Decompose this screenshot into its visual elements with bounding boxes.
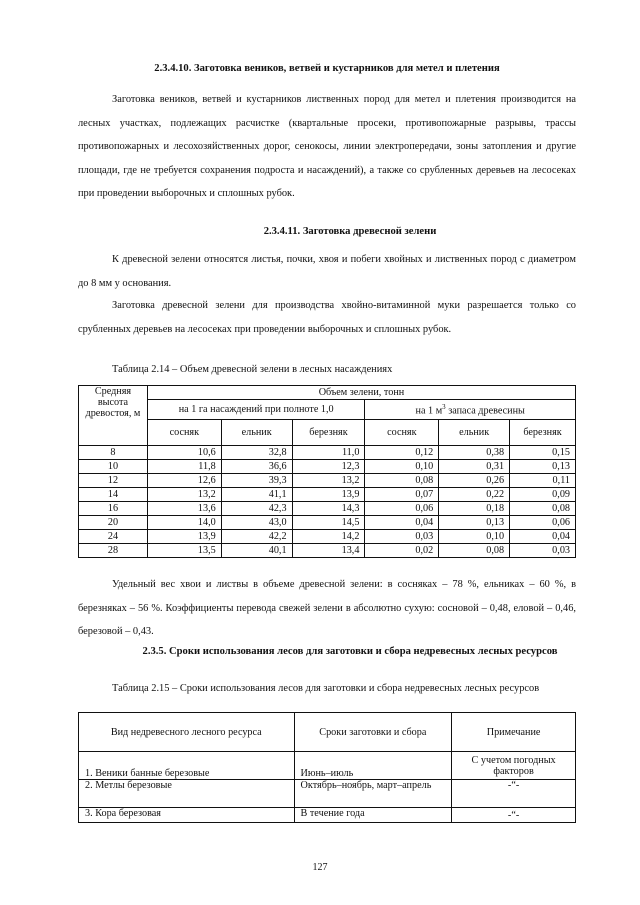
volume-cell: 39,3: [221, 474, 292, 488]
header-resource-type: Вид недревесного лесного ресурса: [79, 713, 295, 752]
header-stock-text: запаса древесины: [445, 405, 525, 417]
volume-cell: 13,6: [147, 502, 221, 516]
volume-cell: 0,04: [365, 516, 439, 530]
volume-cell: 0,18: [439, 502, 510, 516]
volume-cell: 42,3: [221, 502, 292, 516]
volume-cell: 14,2: [292, 530, 365, 544]
term-cell: Октябрь–ноябрь, март–апрель: [294, 780, 452, 808]
header-per-cubic-meter-text: на 1 м: [415, 405, 443, 417]
volume-cell: 13,9: [292, 488, 365, 502]
volume-cell: 0,22: [439, 488, 510, 502]
table-row: [79, 488, 576, 502]
volume-cell: 43,0: [221, 516, 292, 530]
volume-cell: 12,6: [147, 474, 221, 488]
volume-cell: 0,11: [510, 474, 576, 488]
header-per-hectare: на 1 га насаждений при полноте 1,0: [147, 400, 365, 420]
header-note: Примечание: [452, 713, 576, 752]
note-cell: -“-: [452, 780, 576, 808]
species-header: ельник: [221, 420, 292, 446]
term-cell: В течение года: [294, 808, 452, 823]
resource-cell: 2. Метлы березовые: [79, 780, 295, 808]
table-2-14-caption: Таблица 2.14 – Объем древесной зелени в лесных насаждениях: [112, 364, 393, 375]
table-row: [79, 502, 576, 516]
volume-cell: 0,31: [439, 460, 510, 474]
species-header: березняк: [292, 420, 365, 446]
table-row: [79, 474, 576, 488]
volume-cell: 13,9: [147, 530, 221, 544]
paragraph-needle-share: Удельный вес хвои и листвы в объеме древесной зелени: в сосняках – 78 %, ельниках – 60 %, в березняках – 56 %. Коэффициенты перевода свежей зелени в абсолютно сухую: сосновой – 0,48, еловой – 0,46, березовой – 0,43.: [78, 579, 576, 638]
height-cell: 8: [79, 446, 148, 460]
volume-cell: 11,8: [147, 460, 221, 474]
volume-cell: 0,06: [510, 516, 576, 530]
section-heading-brooms: 2.3.4.10. Заготовка веников, ветвей и кустарников для метел и плетения: [154, 63, 500, 74]
volume-cell: 14,3: [292, 502, 365, 516]
section-heading-nontimber: 2.3.5. Сроки использования лесов для заготовки и сбора недревесных лесных ресурсов: [142, 646, 558, 657]
header-average-height: Средняя высота древостоя, м: [79, 386, 148, 446]
header-harvest-terms: Сроки заготовки и сбора: [294, 713, 452, 752]
volume-cell: 0,07: [365, 488, 439, 502]
table-row: [79, 530, 576, 544]
volume-cell: 11,0: [292, 446, 365, 460]
volume-cell: 13,4: [292, 544, 365, 558]
volume-cell: 0,06: [365, 502, 439, 516]
volume-cell: 14,0: [147, 516, 221, 530]
header-per-cubic-meter: [365, 400, 576, 420]
volume-cell: 13,2: [147, 488, 221, 502]
paragraph-greenery-harvest: Заготовка древесной зелени для производства хвойно-витаминной муки разрешается только со срубленных деревьев на лесосеках при проведении выборочных и сплошных рубок.: [78, 300, 576, 335]
volume-cell: 32,8: [221, 446, 292, 460]
volume-cell: 0,08: [439, 544, 510, 558]
table-row: [79, 446, 576, 460]
table-row: [79, 516, 576, 530]
height-cell: 24: [79, 530, 148, 544]
volume-cell: 0,08: [510, 502, 576, 516]
volume-cell: 13,5: [147, 544, 221, 558]
species-header: сосняк: [147, 420, 221, 446]
table-row: [79, 460, 576, 474]
volume-cell: 12,3: [292, 460, 365, 474]
height-cell: 12: [79, 474, 148, 488]
volume-cell: 0,02: [365, 544, 439, 558]
volume-cell: 0,03: [365, 530, 439, 544]
volume-cell: 0,09: [510, 488, 576, 502]
volume-cell: 42,2: [221, 530, 292, 544]
height-cell: 20: [79, 516, 148, 530]
resource-cell: 3. Кора березовая: [79, 808, 295, 823]
height-cell: 16: [79, 502, 148, 516]
header-greenery-volume: Объем зелени, тонн: [147, 386, 575, 400]
page-number: 127: [312, 862, 328, 873]
volume-cell: 36,6: [221, 460, 292, 474]
volume-cell: 14,5: [292, 516, 365, 530]
nontimber-terms-table: [78, 712, 576, 823]
term-cell: Июнь–июль: [294, 752, 452, 780]
volume-cell: 41,1: [221, 488, 292, 502]
volume-cell: 0,26: [439, 474, 510, 488]
paragraph-greenery-definition: К древесной зелени относятся листья, почки, хвоя и побеги хвойных и лиственных пород с диаметром до 8 мм у основания.: [78, 254, 576, 289]
volume-cell: 13,2: [292, 474, 365, 488]
volume-cell: 0,08: [365, 474, 439, 488]
volume-cell: 0,15: [510, 446, 576, 460]
volume-cell: 0,12: [365, 446, 439, 460]
height-cell: 14: [79, 488, 148, 502]
section-heading-greenery: 2.3.4.11. Заготовка древесной зелени: [263, 226, 437, 237]
height-cell: 10: [79, 460, 148, 474]
volume-cell: 0,13: [439, 516, 510, 530]
volume-cell: 0,04: [510, 530, 576, 544]
volume-cell: 0,10: [439, 530, 510, 544]
volume-cell: 10,6: [147, 446, 221, 460]
volume-cell: 0,38: [439, 446, 510, 460]
volume-cell: 40,1: [221, 544, 292, 558]
note-cell: -“-: [452, 808, 576, 823]
paragraph-brooms: Заготовка веников, ветвей и кустарников лиственных пород для метел и плетения производится на лесных участках, подлежащих расчистке (квартальные просеки, противопожарные разрывы, трассы противопожарных и лесохозяйственных дорог, сенокосы, линии электропередачи, зоны затопления и другие площади, где не требуется сохранения подроста и насаждений), а также со срубленных деревьев на лесосеках при проведении выборочных и сплошных рубок.: [78, 94, 576, 200]
table-row: [79, 544, 576, 558]
note-cell: С учетом погодных факторов: [452, 752, 576, 780]
species-header: березняк: [510, 420, 576, 446]
table-2-15-caption: Таблица 2.15 – Сроки использования лесов для заготовки и сбора недревесных лесных ресурсов: [112, 683, 540, 694]
volume-cell: 0,10: [365, 460, 439, 474]
species-header: сосняк: [365, 420, 439, 446]
resource-cell: 1. Веники банные березовые: [79, 752, 295, 780]
volume-cell: 0,03: [510, 544, 576, 558]
species-header: ельник: [439, 420, 510, 446]
cubic-superscript: 3: [442, 403, 446, 412]
greenery-volume-table: [78, 385, 576, 558]
volume-cell: 0,13: [510, 460, 576, 474]
height-cell: 28: [79, 544, 148, 558]
